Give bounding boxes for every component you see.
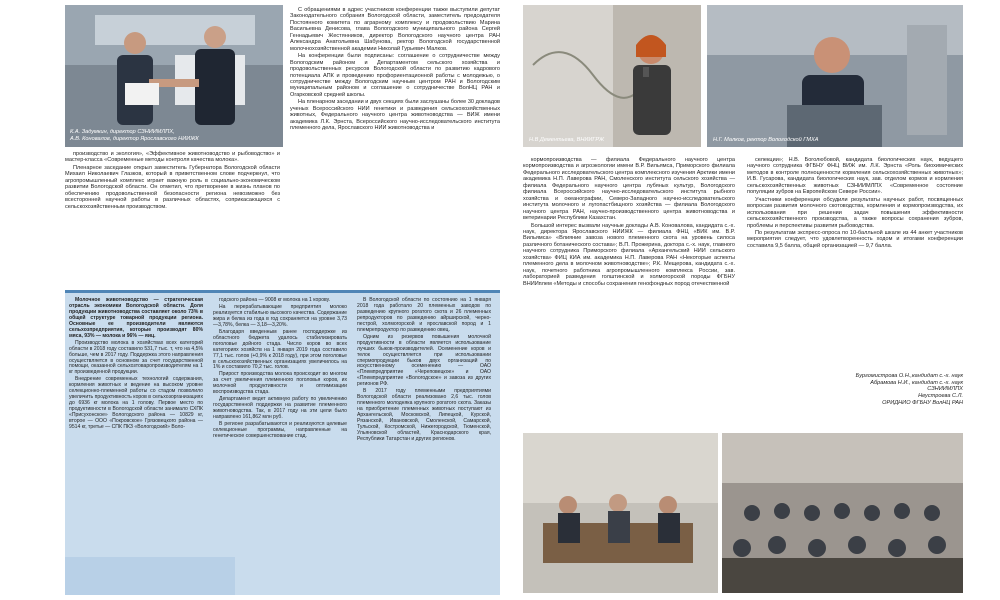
photo-speaker-man-icon — [707, 5, 963, 147]
paragraph: Участники конференции обсудили результаты научных работ, посвященных вопросам развития молочного скотоводства, кормления и кормопроизводства, их использования при решении задач повышения эффективности сельскохозяйственного производства, а также вопросы сохранения зубров, проблемы и перспективы развития рыбоводства. — [747, 196, 963, 229]
text-column-b — [290, 7, 500, 282]
paragraph: Производство молока в хозяйствах всех категорий области в 2018 году составило 531,7 тыс. т, что на 4,5% больше, чем в 2017 году. Поддержка этого направления осуществляется в основном за счет государственной помощи, оказанной сельхозтоваропроизводителям на 1 кг произведенной продукции. — [69, 339, 203, 376]
photo-speaker-woman — [523, 5, 701, 147]
photo-speaker-man — [707, 5, 963, 147]
paragraph: селекции»; Н.В. Боголюбовой, кандидата биологических наук, ведущего научного сотрудника ФГБНУ ФНЦ ВИЖ им. Л.К. Эрнста «Роль биохимических методов в контроле полноценности кормления сельскохозяйственных животных»; И.В. Гусарова, кандидата биологических наук, зав. отделом кормов и кормления сельскохозяйственных животных СЗНИИМЛПХ «Современное состояние популяции зубров на Европейском Севере России». — [747, 157, 963, 196]
signature-line: СЗНИИМЛПХ — [927, 386, 963, 393]
paragraph: С обращениями в адрес участников конференции также выступили депутат Законодательного собрания Вологодской области, заместитель председателя Постоянного комитета по аграрному комплексу и продовольствию Марина Васильевна Денисова, глава Вологодского муниципального района Сергей Геннадьевич Жестянников, директор Вологодского научного центра РАН Александра Анатольевна Шабунова, ректор Вологодской государственной молочнохозяйственной академии Николай Гурьевич Малков. — [290, 7, 500, 52]
paragraph: Департамент ведет активную работу по увеличению государственной поддержки на развитие племенного животноводства. Так, в 2017 году на эти цели было направлено 161,862 млн руб. — [213, 396, 347, 421]
paragraph: В Вологодской области по состоянию на 1 января 2018 года работало 20 племенных заводов по разведению крупного рогатого скота и 26 племенных репродукторов по разведению айрширской, черно-пестрой, холмогорской и ярославской пород и 1 племрепродуктор по разведению овец. — [357, 297, 491, 333]
paragraph: производство и экология», «Эффективное животноводство и рыбоводство» и мастер-класса «Современные методы контроля качества молока». — [65, 151, 280, 164]
paragraph: Большой интерес вызвали научные доклады А.В. Коновалова, кандидата с.-х. наук, директора Ярославского НИИЖК — филиала ФНЦ «ВИК им. В.Р. Вильямса» «Влияние завоза нового племенного скота на уровень силоса различного ботанического состава»; В.П. Прожерина, доктора с.-х. наук, главного научного сотрудника Приморского филиала «Архангельский НИИ сельского хозяйства» ФИЦ КИА им. академика Н.П. Лаверова РАН «Некоторые аспекты племенного дела в молочном животноводстве»; Р.К. Мещерова, кандидата с.-х. наук, почетного работника агропромышленного комплекса России, зав. лабораторией разведения голштинской и холмогорской породы ФГБНУ ВНИИплем «Методы и способы сохранения генофондных пород отечественной — [523, 222, 735, 287]
photo-caption: Н.Г. Малков, ректор Вологодской ГМХА — [713, 137, 819, 143]
photo-signing-icon — [523, 433, 718, 593]
caption-line: А.В. Коновалов, директор Ярославского НИИЖК — [70, 136, 199, 142]
photo-handshake — [65, 5, 283, 147]
caption-line: К.А. Задумкин, директор СЗНИИМЛПХ, — [70, 129, 175, 135]
paragraph: кормопроизводства — филиала Федерального научного центра кормопроизводства и агроэкологии имени В.Р. Вильямса, Приморского филиала Федерального исследовательского центра комплексного изучения Арктики имени академика Н.П. Лаверова РАН, Смоленского института сельского хозяйства — филиала Федерального научного центра лубяных культур, Вологодского филиала Всероссийского научно-исследовательского института рыбного хозяйства и океанографии, Северо-Западного научно-исследовательского института молочного и лугопастбищного хозяйства — филиала Вологодского научного центра РАН, научно-производственного центра животноводства и ветеринарии Республики Казахстан. — [523, 157, 735, 222]
right-page — [523, 5, 963, 595]
info-column-2 — [213, 298, 347, 590]
paragraph: В регионе разрабатываются и реализуются целевые селекционные программы, направленные на генетическое совершенствование стад. — [213, 421, 347, 439]
info-panel-stripe — [65, 290, 500, 293]
paragraph: В 2017 году племенными предприятиями Вологодской области реализовано 2,6 тыс. голов племенного молодняка крупного рогатого скота. Заказы на приобретение племенных животных поступают из Архангельской, Московской, Липецкой, Курской, Рязанской, Ивановской, Смоленской, Самарской, Тульской, Костромской, Нижегородской, Тюменской, Ульяновской областей, Краснодарского края, Республики Татарстан и других регионов. — [357, 388, 491, 442]
photo-caption: Н.В Дементьева, ВНИИГРЖ — [529, 137, 605, 143]
paragraph: По результатам экспресс-опроса по 10-балльной шкале из 44 анкет участников мероприятия следует, что удовлетворенность ходом и итогами конференции составила 9,5 балла, общей организацией — 9,7 балла. — [747, 229, 963, 249]
paragraph: Благодаря введенным ранее господдержке из областного бюджета удалось стабилизировать поголовье дойного стада. Число коров во всех категориях хозяйств на 1 января 2019 года составило 77,1 тыс. голов (+0,9% к 2018 году), при этом поголовье в сельскохозяйственных организациях увеличилось на 1% и составило 70,2 тыс. голов. — [213, 328, 347, 371]
signature-line: Неустроева С.Л. — [918, 393, 963, 400]
photo-caption — [70, 129, 199, 143]
lead-text: Молочное животноводство — стратегическая отрасль экономики Вологодской области. Доля продукции животноводства составляет около 73% в общей структуре товарной продукции региона. Основные ее производители являются сельхозпредприятия, которые производят 80% мяса, 93% — молока и 96% — яиц. — [69, 297, 203, 339]
paragraph: Прирост производства молока происходит во многом за счет увеличения племенного поголовья коров, их молочной продуктивности и оптимизации воспроизводства стада. — [213, 371, 347, 396]
photo-audience — [722, 433, 963, 593]
paragraph: На конференции были подписаны: соглашение о сотрудничестве между Вологодским районом и Департаментом сельского хозяйства и продовольственных ресурсов Вологодской области по развитию кадрового потенциала АПК и проведению профориентационной работы с молодежью, о сотрудничестве между Вологодским научным центром РАН и Вологодским муниципальным районом и соглашение о сотрудничестве ВолНЦ РАН и Огарковской средней школы. — [290, 53, 500, 98]
text-column-a — [65, 151, 280, 281]
signature-line: Абрамова Н.И., кандидат с.-х. наук — [870, 379, 963, 386]
left-page — [65, 5, 500, 595]
photo-handshake-icon — [65, 5, 283, 147]
info-column-3 — [357, 298, 491, 590]
photo-speaker-woman-icon — [523, 5, 701, 147]
paragraph: Пленарное заседание открыл заместитель Губернатора Вологодской области Михаил Николаевич Глазков, который в приветственном слове подчеркнул, что агропромышленный комплекс играет важную роль в социально-экономическом развитии Вологодской области. Он отметил, что претворение в жизнь планов по обеспечению продовольственной безопасности региона невозможно без всесторонней научной работы в различных областях, соприкасающихся с сельскохозяйственным производством. — [65, 164, 280, 210]
paragraph: годского района — 9008 кг молока на 1 корову. — [219, 297, 331, 303]
signature-line: ОРИДНИО ФГБНУ ВолНЦ РАН — [882, 399, 963, 406]
paragraph: Внедрение современных технологий содержания, кормления животных и ведение на высоком уровне селекционно-племенной работы со стадом позволило увеличить продуктивность коров в сельхозорганизациях до 6936 кг молока на 1 голову. Первое место по продуктивности в Вологодской области занимало СХПК «Присухонское» Вологодского района — 10829 кг, второе — ООО «Покровское» Грязовецкого района — 9514 кг, третье — СПК ПКЗ «Вологодский» Воло- — [69, 376, 203, 431]
paragraph-lead — [69, 298, 203, 340]
text-column-right-1 — [523, 157, 735, 435]
info-column-1 — [69, 298, 203, 590]
paragraph: Одним из резервов повышения молочной продуктивности в области является использование лучших быков-производителей. Осеменение коров и телок осуществляется при использовании спермопродукции быков двух организаций по искусственному осеменению — ОАО «Племпредприятие «Череповецкое» и ОАО «Племпредприятие «Вологодское» и завоза из других регионов РФ. — [357, 333, 491, 388]
photo-signing — [523, 433, 718, 593]
signature-line: Бургомистрова О.Н.,кандидат с.-х. наук — [855, 373, 963, 379]
paragraph: На пленарном заседании и двух секциях были заслушаны более 30 докладов ученых Всероссийского НИИ генетики и разведения сельскохозяйственных животных, Федерального научного центра животноводства — ВИЖ имени академика Л.К. Эрнста, Всероссийского научно-исследовательского института племенного дела, Ярославского НИИ животноводства и — [290, 99, 500, 132]
photo-audience-icon — [722, 433, 963, 593]
signature-block — [747, 373, 963, 407]
paragraph: На перерабатывающие предприятия молоко реализуется стабильно высокого качества. Содержание жира и белка из года в год сохраняется на уровне 3,73—3,78%, белка — 3,18—3,20%. — [213, 303, 347, 328]
